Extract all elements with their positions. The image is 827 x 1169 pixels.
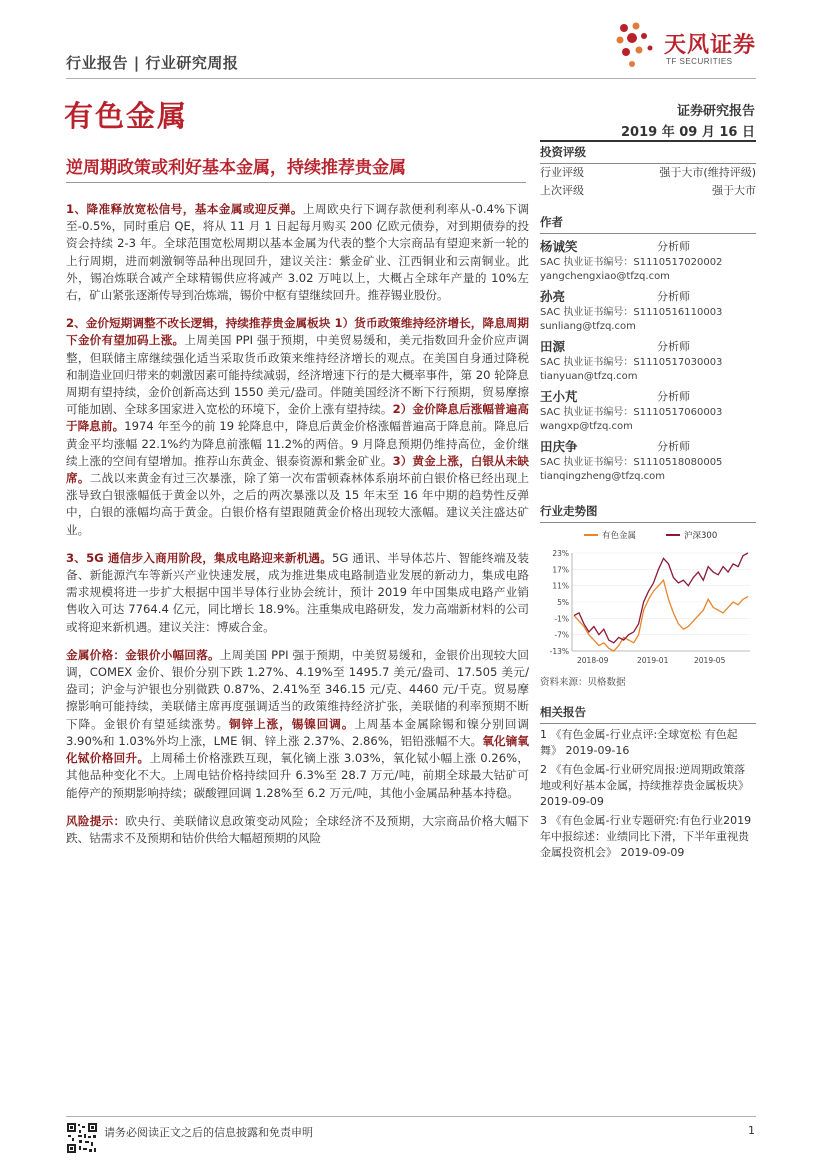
y-tick-label: 17% [552,565,569,575]
p4-text3: 上周稀土价格涨跌互现，氧化镝上涨 3.03%，氧化铽小幅上涨 0.26%，其他品种变化不大。上周电钴价格持续回升 6.3%至 28.7 万元/吨，前期全球最大钴矿可能停产的预期影响持续；碳酸锂回调 1.28%至 6.2 万元/吨，其他小金属品种基本持稳。 [66,751,529,800]
authors-box [540,214,756,484]
related-box [540,704,756,861]
p5-text: 欧央行、美联储议息政策变动风险；全球经济不及预期，大宗商品价格大幅下跌、钴需求不及预期和钴价供给大幅超预期的风险 [66,813,529,845]
y-tick-label: 23% [552,549,569,558]
p4-text2: 上周基本金属除锡和镍分别回调 3.90%和 1.03%外均上涨，LME 铜、锌上涨 2.37%、2.86%，铝铅涨幅不大。 [66,716,529,748]
analyst-email[interactable]: tianqingzheng@tfzq.com [540,471,665,482]
analyst-name: 王小芃 [540,389,578,404]
y-tick-label: -7% [554,630,569,640]
related-report-link[interactable]: 3 《有色金属-行业专题研究:有色行业2019 年中报综述：业绩同比下滑，下半年重视贵金属投资机会》 2019-09-09 [540,814,752,859]
y-tick-label: -1% [554,614,569,624]
analyst-name: 田庆争 [540,439,578,454]
p2-lead: 2、金价短期调整不改长逻辑，持续推荐贵金属板块 1）货币政策维持经济增长，降息周期下金价有望加码上涨。 [66,316,529,348]
rating-label: 行业评级 [540,166,584,179]
p4-lead2: 铜锌上涨，锡镍回调。 [229,716,355,731]
y-tick-label: 5% [557,598,569,607]
paragraph-4 [66,647,529,802]
trend-header: 行业走势图 [540,503,756,523]
analyst-role: 分析师 [657,290,690,303]
analyst-email[interactable]: sunliang@tfzq.com [540,321,636,332]
rating-value: 强于大市 [712,184,756,197]
p2-text3: 二战以来黄金有过三次暴涨，除了第一次布雷顿森林体系崩坏前白银价格已经出现上涨导致白银涨幅低于黄金以外，之后的两次暴涨以及 15 年末至 16 年中期的趋势性反弹中，白银的涨幅均高于黄金。白银价格有望跟随黄金价格出现较大涨幅。建议关注盛达矿业。 [66,471,529,537]
p1-text: 上周欧央行下调存款便利利率从-0.4%下调至-0.5%，同时重启 QE，将从 11 月 1 日起每月购买 200 亿欧元债券，对到期债券的投资会持续 2-3 年。全球范围宽松周期以基本金属为代表的整个大宗商品有望迎来新一轮的上行周期，进而刺激铜等品种出现回升，建议关注：紫金矿业、江西铜业和云南铜业。此外，锡冶炼联合减产全球精锡供应将减产 3.02 万吨以上，大概占全球年产量的 10%左右，矿山紧张逐渐传导到冶炼端，锡价中枢有望继续回升。推荐锡业股份。 [66,202,529,303]
x-tick-label: 2019-01 [637,656,669,665]
p5-lead: 风险提示： [66,813,126,828]
p2-text2: 1974 年至今的前 19 轮降息中，降息后黄金价格涨幅普遍高于降息前。降息后黄金平均涨幅 22.1%约为降息前涨幅 11.2%的两倍。9 月降息预期仍维持高位，金价继续上涨的空间有望增加。推荐山东黄金、银泰资源和紫金矿业。 [66,419,529,468]
chart-source: 资料来源：贝格数据 [540,677,626,688]
report-type: 证券研究报告 [676,104,755,119]
analyst-name: 孙亮 [540,289,566,304]
trend-box [540,503,756,523]
report-date: 2019 年 09 月 16 日 [621,125,755,140]
p4-text: 上周美国 PPI 强于预期，中美贸易缓和，金银价出现较大回调，COMEX 金价、银价分别下跌 1.27%、4.19%至 1495.7 美元/盎司、17.505 美元/盎司；沪金与沪银也分别微跌 0.87%、2.41%至 346.15 元/克、4460 元/千克。贸易摩擦影响可能持续，美联储主席再度强调适当的政策维持经济扩张，美联储的利率预期不断下降。金银价有望延续涨势。 [66,647,529,731]
analyst-role: 分析师 [657,390,690,403]
legend-label: 有色金属 [602,531,637,541]
analyst-sac: SAC 执业证书编号：S1110517030003 [540,357,723,368]
p2-lead2: 2）金价降息后涨幅普遍高于降息前。 [66,402,529,434]
header-rule [66,78,756,79]
y-tick-label: 11% [552,581,569,591]
rating-header: 投资评级 [540,140,756,164]
analyst-sac: SAC 执业证书编号：S1110516110003 [540,307,723,318]
p4-lead: 金属价格：金银价小幅回落。 [66,647,220,662]
analyst-role: 分析师 [657,240,690,253]
analyst-entry [540,438,756,484]
logo-text: 天风证券 [664,33,757,58]
footer-rule [66,1116,756,1117]
rating-row [540,182,756,200]
logo-subtext: TF SECURITIES [666,57,733,66]
rating-label: 上次评级 [540,184,584,197]
analyst-entry [540,288,756,334]
analyst-name: 杨诚笑 [540,239,578,254]
page-number: 1 [748,1124,755,1137]
p2-lead3: 3）黄金上涨，白银从未缺席。 [66,453,529,486]
x-tick-label: 2019-05 [694,656,726,665]
trend-chart [540,521,756,681]
report-category: 行业报告 | 行业研究周报 [66,54,239,72]
headline-rule [66,182,526,183]
analyst-email[interactable]: yangchengxiao@tfzq.com [540,271,670,282]
analyst-role: 分析师 [657,440,690,453]
authors-header: 作者 [540,214,756,234]
analyst-entry [540,238,756,284]
analyst-email[interactable]: wangxp@tfzq.com [540,421,633,432]
related-report-link[interactable]: 2 《有色金属-行业研究周报:逆周期政策落地或利好基本金属，持续推荐贵金属板块》 2019-09-09 [540,763,749,808]
legend-label: 沪深300 [684,531,718,541]
main-body [66,201,529,858]
paragraph-5 [66,813,529,847]
y-tick-label: -13% [549,647,569,656]
p3-lead: 3、5G 通信步入商用阶段，集成电路迎来新机遇。 [66,550,333,565]
paragraph-1 [66,201,529,304]
p4-lead3: 氧化镝氧化铽价格回升。 [66,733,529,766]
analyst-email[interactable]: tianyuan@tfzq.com [540,371,638,382]
analyst-sac: SAC 执业证书编号：S1110518080005 [540,457,723,468]
analyst-sac: SAC 执业证书编号：S1110517020002 [540,257,723,268]
report-headline: 逆周期政策或利好基本金属，持续推荐贵金属 [66,158,406,178]
rating-box [540,140,756,200]
footer-disclaimer: 请务必阅读正文之后的信息披露和免责申明 [104,1126,313,1139]
analyst-role: 分析师 [657,340,690,353]
related-report-link[interactable]: 1 《有色金属-行业点评:全球宽松 有色起舞》 2019-09-16 [540,728,738,757]
p3-text: 5G 通讯、半导体芯片、智能终端及装备、新能源汽车等新兴产业快速发展，成为推进集成电路制造业发展的新动力，集成电路需求规模将进一步扩大根据中国半导体行业协会统计，预计 2019 年中国集成电路产业销售收入可达 7764.4 亿元，同比增长 18.9%。注重集成电路研发，发力高端新材料的公司或将迎来新机遇。建议关注：博威合金。 [66,550,529,634]
paragraph-2 [66,315,529,539]
sector-title: 有色金属 [64,99,189,133]
analyst-entry [540,388,756,434]
x-tick-label: 2018-09 [577,656,609,665]
qr-code-icon [66,1122,98,1154]
analyst-sac: SAC 执业证书编号：S1110517060003 [540,407,723,418]
p2-text: 上周美国 PPI 强于预期，中美贸易缓和，美元指数回升金价应声调整，但联储主席继续强化适当采取货币政策来维持经济增长的观点。在美国自身通过降税和制造业回归带来的刺激因素可能持续减弱，经济增速下行的是大概率事件，第 20 轮降息周期有望持续，金价创新高达到 1550 美元/盎司。伴随美国经济不断下行预期，贸易摩擦可能加剧、全球多国家进入宽松的环境下，金价上涨有望持续。 [66,333,529,417]
rating-row [540,164,756,182]
series-line [574,553,748,643]
p1-lead: 1、降准释放宽松信号，基本金属或迎反弹。 [66,202,303,216]
paragraph-3 [66,550,529,636]
rating-value: 强于大市(维持评级) [659,166,756,179]
related-header: 相关报告 [540,704,756,724]
analyst-entry [540,338,756,384]
series-line [574,580,748,651]
analyst-name: 田源 [540,339,566,354]
